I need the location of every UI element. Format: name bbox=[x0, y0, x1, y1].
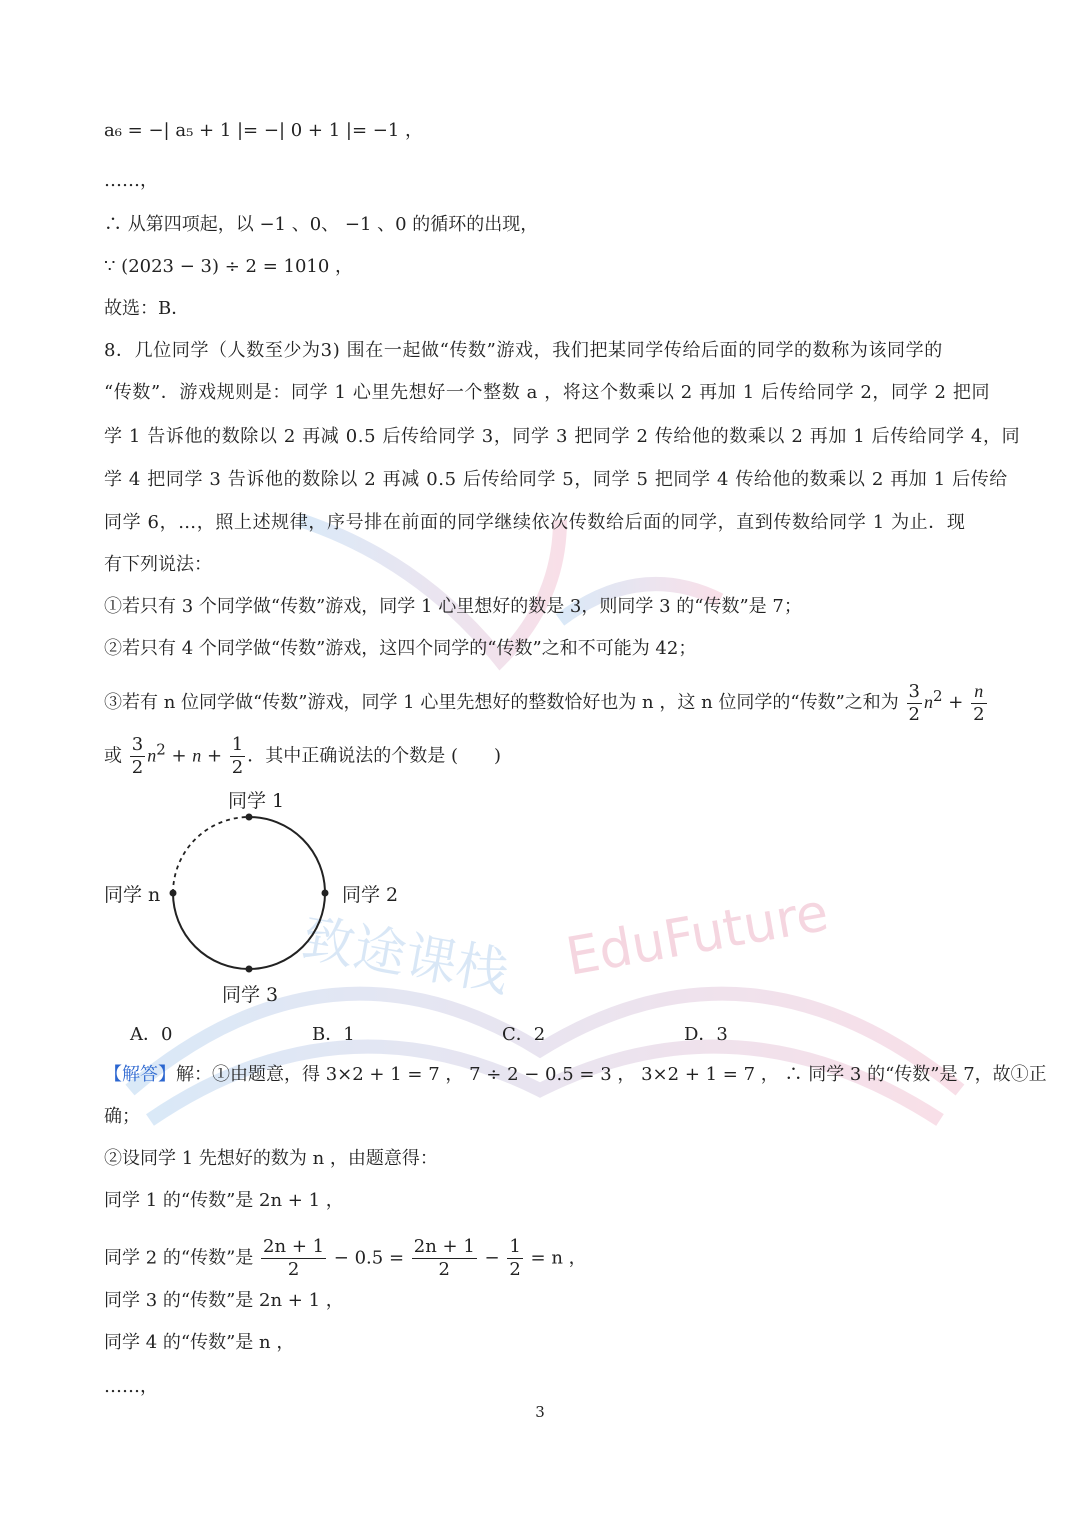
node-3 bbox=[246, 966, 253, 973]
answer-tag: 【解答】 bbox=[104, 1064, 176, 1085]
answer-line-3: ②设同学 1 先想好的数为 n ，由题意得： bbox=[104, 1148, 438, 1169]
answer-line-8: ……， bbox=[104, 1376, 158, 1397]
answer-line-1: 【解答】解：①由题意，得 3×2 + 1 = 7 ， 7 ÷ 2 − 0.5 = 3 ， 3×2 + 1 = 7 ， ∴ 同学 3 的“传数”是 7，故①正 bbox=[104, 1064, 1047, 1085]
derivation-line-a6: a₆ = −| a₅ + 1 |= −| 0 + 1 |= −1 ， bbox=[104, 120, 423, 141]
statement-3-text: ③若有 n 位同学做“传数”游戏，同学 1 心里先想好的整数恰好也为 n ，这 n 位同学的“传数”之和为 bbox=[104, 692, 899, 713]
statement-3: ③若有 n 位同学做“传数”游戏，同学 1 心里先想好的整数恰好也为 n ，这 n 位同学的“传数”之和为 $\frac{3}{2}$ $n^2$ + $\frac{n}{2}$ bbox=[104, 680, 985, 725]
answer-line-6: 同学 3 的“传数”是 2n + 1 ， bbox=[104, 1290, 344, 1311]
answer-line-4: 同学 1 的“传数”是 2n + 1 ， bbox=[104, 1190, 344, 1211]
division-line: ∵ (2023 − 3) ÷ 2 = 1010 ， bbox=[104, 256, 354, 277]
svg-text:EduFuture: EduFuture bbox=[561, 882, 833, 988]
fraction-n-over-2: $\frac{n}{2}$ bbox=[973, 681, 985, 725]
statement-3-cont: 或 $\frac{3}{2}$ $n^2 + n$ + $\frac{1}{2}$ ．其中正确说法的个数是 ( ) bbox=[104, 734, 502, 778]
node-n bbox=[170, 890, 177, 897]
node-2 bbox=[322, 890, 329, 897]
cycle-line: ∴ 从第四项起，以 −1 、0、 −1 、0 的循环的出现， bbox=[104, 214, 539, 235]
label-student-n: 同学 n bbox=[104, 884, 161, 906]
fraction-3-over-2: $\frac{3}{2}$ bbox=[908, 680, 920, 725]
node-1 bbox=[246, 814, 253, 821]
question-8-text-4: 学 4 把同学 3 告诉他的数除以 2 再减 0.5 后传给同学 5，同学 5 把同学 4 传给他的数乘以 2 再加 1 后传给 bbox=[104, 469, 1008, 490]
svg-text:致途课栈: 致途课栈 bbox=[297, 908, 514, 1004]
fraction-3-over-2-b: $\frac{3}{2}$ bbox=[131, 734, 144, 778]
option-b: B．1 bbox=[312, 1024, 355, 1045]
answer-line-2: 确； bbox=[104, 1106, 140, 1127]
question-8-text-2: “传数”．游戏规则是：同学 1 心里先想好一个整数 a ，将这个数乘以 2 再加 1 后传给同学 2，同学 2 把同 bbox=[104, 382, 991, 403]
statement-2: ②若只有 4 个同学做“传数”游戏，这四个同学的“传数”之和不可能为 42； bbox=[104, 638, 697, 659]
label-student-1: 同学 1 bbox=[228, 790, 285, 812]
page-number: 3 bbox=[535, 1403, 545, 1421]
ellipsis-line: ……， bbox=[104, 170, 158, 191]
label-student-2: 同学 2 bbox=[342, 884, 399, 906]
fraction-1-over-2-b: $\frac{1}{2}$ bbox=[509, 1236, 521, 1280]
label-student-3: 同学 3 bbox=[222, 984, 279, 1006]
option-c: C．2 bbox=[502, 1024, 546, 1045]
option-a: A．0 bbox=[130, 1024, 173, 1045]
fraction-2n1-over-2: $\frac{2n + 1}{2}$ bbox=[263, 1236, 325, 1280]
statement-1: ①若只有 3 个同学做“传数”游戏，同学 1 心里想好的数是 3，则同学 3 的“传数”是 7； bbox=[104, 596, 802, 617]
option-d: D．3 bbox=[684, 1024, 728, 1045]
answer-choice-line: 故选：B． bbox=[104, 298, 190, 319]
answer-line-7: 同学 4 的“传数”是 n ， bbox=[104, 1332, 295, 1353]
question-8-text-6: 有下列说法： bbox=[104, 554, 212, 575]
fraction-2n1-over-2-b: $\frac{2n + 1}{2}$ bbox=[413, 1236, 475, 1280]
answer-line-5: 同学 2 的“传数”是 $\frac{2n + 1}{2}$ − 0.5 = $\frac{2n + 1}{2}$ − $\frac{1}{2}$ = n ， bbox=[104, 1236, 587, 1280]
question-8-text-1: 8．几位同学（人数至少为3) 围在一起做“传数”游戏，我们把某同学传给后面的同学的数称为该同学的 bbox=[104, 340, 943, 361]
question-8-text-3: 学 1 告诉他的数除以 2 再减 0.5 后传给同学 3，同学 3 把同学 2 传给他的数乘以 2 再加 1 后传给同学 4，同 bbox=[104, 426, 1021, 447]
fraction-1-over-2: $\frac{1}{2}$ bbox=[231, 734, 244, 778]
question-8-text-5: 同学 6，…，照上述规律，序号排在前面的同学继续依次传数给后面的同学，直到传数给同学 1 为止．现 bbox=[104, 512, 966, 533]
